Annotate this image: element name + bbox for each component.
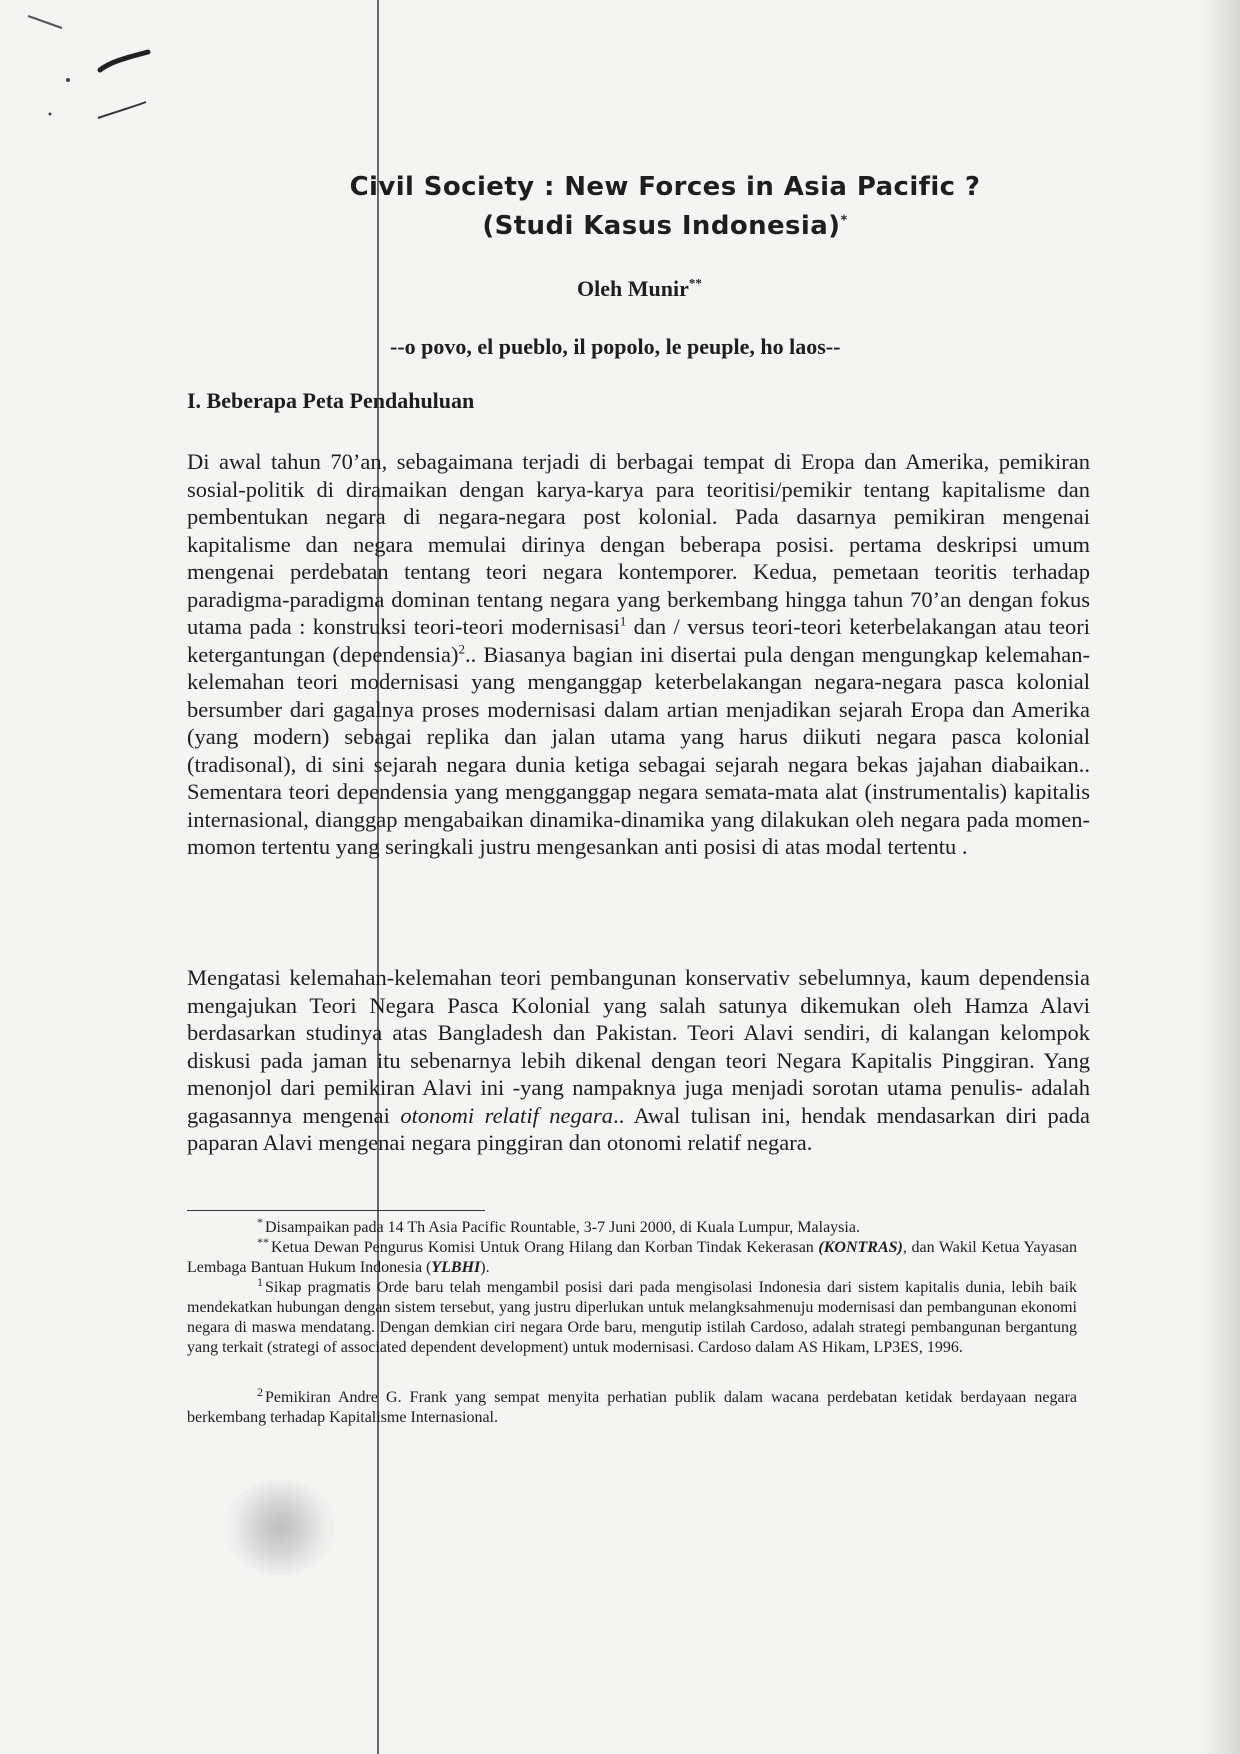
footnote-1 bbox=[187, 1274, 1077, 1358]
footnote-star-mark: * bbox=[257, 1214, 263, 1229]
paragraph-1-text-a: Di awal tahun 70’an, sebagaimana terjadi di berbagai tempat di Eropa dan Amerika, pemikiran sosial-politik di diramaikan dengan karya-karya para teoritisi/pemikir tentang kapitalisme dan pembentukan negara di negara-negara post kolonial. Pada dasarnya pemikiran mengenai kapitalisme dan negara memulai dirinya dengan beberapa posisi. pertama deskripsi umum mengenai perdebatan tentang teori negara kontemporer. Kedua, pemetaan teoritis terhadap paradigma-paradigma dominan tentang negara yang berkembang hingga tahun 70’an dengan fokus utama pada : konstruksi teori-teori modernisasi bbox=[187, 449, 1090, 639]
title-footnote-marker: * bbox=[840, 213, 848, 229]
footnote-2-mark: 2 bbox=[257, 1384, 263, 1399]
section-heading: I. Beberapa Peta Pendahuluan bbox=[187, 388, 475, 413]
footnote-double-star-mark: ** bbox=[257, 1234, 269, 1249]
document-subtitle bbox=[250, 211, 1080, 241]
footnote-kontras: (KONTRAS) bbox=[818, 1239, 903, 1256]
author-byline bbox=[577, 276, 702, 302]
footnote-ylbhi: YLBHI bbox=[431, 1259, 481, 1276]
paragraph-1 bbox=[187, 448, 1090, 861]
author-name: Oleh Munir bbox=[577, 276, 689, 301]
ink-smudge bbox=[225, 1480, 335, 1575]
title-line-2: (Studi Kasus Indonesia) bbox=[482, 211, 841, 241]
footnote-star bbox=[187, 1214, 1077, 1238]
footnote-separator bbox=[187, 1210, 485, 1211]
paragraph-1-text-b: dan / versus teori-teori keterbelakangan atau teori ketergantungan (dependensia) bbox=[187, 614, 1090, 667]
footnote-2 bbox=[187, 1384, 1077, 1428]
paragraph-2 bbox=[187, 964, 1090, 1157]
epigraph: --o povo, el pueblo, il popolo, le peuple, ho laos-- bbox=[390, 334, 841, 359]
title-line-1: Civil Society : New Forces in Asia Pacific ? bbox=[349, 172, 981, 202]
page-edge-shadow bbox=[1200, 0, 1240, 1754]
paragraph-1-text-c: .. Biasanya bagian ini disertai pula dengan mengungkap kelemahan-kelemahan teori modernisasi yang menganggap keterbelakangan negara-negara pasca kolonial bersumber dari gagalnya proses modernisasi dalam artian menjadikan sejarah Eropa dan Amerika (yang modern) sebagai replika dan jalan utama yang harus diikuti negara pasca kolonial (tradisonal), di sini sejarah negara dunia ketiga sebagai sejarah negara bekas jajahan diabaikan.. Sementara teori dependensia yang mengganggap negara semata-mata alat (instrumentalis) kapitalis internasional, dianggap mengabaikan dinamika-dinamika yang dilakukan oleh negara pada momen-momon tertentu yang seringkali justru mengesankan anti posisi di atas modal tertentu . bbox=[187, 641, 1090, 859]
footnote-ref-1: 1 bbox=[619, 613, 627, 629]
paragraph-2-text-b: .. Awal tulisan ini, hendak mendasarkan diri pada paparan Alavi mengenai negara pinggiran dan otonomi relatif negara. bbox=[187, 1102, 1090, 1155]
paragraph-2-text-a: Mengatasi kelemahan-kelemahan teori pembangunan konservativ sebelumnya, kaum dependensia mengajukan Teori Negara Pasca Kolonial yang salah satunya dikemukan oleh Hamza Alavi berdasarkan studinya atas Bangladesh dan Pakistan. Teori Alavi sendiri, di kalangan kelompok diskusi pada jaman itu sebenarnya lebih dikenal dengan teori Negara Kapitalis Pinggiran. Yang menonjol dari pemikiran Alavi ini -yang nampaknya juga menjadi sorotan utama penulis- adalah gagasannya mengenai bbox=[187, 965, 1090, 1128]
footnotes bbox=[187, 1214, 1078, 1428]
footnote-1-mark: 1 bbox=[257, 1274, 263, 1289]
document-title bbox=[250, 172, 1080, 202]
footnote-double-star bbox=[187, 1234, 1078, 1278]
corner-ink-marks bbox=[20, 10, 160, 120]
footnote-2-text: Pemikiran Andre G. Frank yang sempat menyita perhatian publik dalam wacana perdebatan ketidak berdayaan negara berkembang terhadap Kapitalisme Internasional. bbox=[187, 1389, 1077, 1426]
footnote-1-text: Sikap pragmatis Orde baru telah mengambil posisi dari pada mengisolasi Indonesia dari sistem kapitalis dunia, lebih baik mendekatkan hubungan dengan sistem tersebut, yang justru diperlukan untuk melangksahmenuju modernisasi dan pembangunan ekonomi negara di maswa mendatang. Dengan demkian ciri negara Orde baru, mengutip istilah Cardoso, adalah strategi pembangunan bergantung yang terkait (strategi of associated dependent development) untuk modernisasi. Cardoso dalam AS Hikam, LP3ES, 1996. bbox=[187, 1279, 1077, 1356]
paragraph-2-italic-term: otonomi relatif negara bbox=[400, 1102, 614, 1128]
footnote-double-star-text-c: ). bbox=[480, 1259, 490, 1276]
scanner-fold-line bbox=[377, 0, 379, 1754]
footnote-double-star-text-a: Ketua Dewan Pengurus Komisi Untuk Orang Hilang dan Korban Tindak Kekerasan bbox=[271, 1239, 819, 1256]
footnote-ref-2: 2 bbox=[458, 641, 466, 656]
footnote-double-star-text-b: , dan Wakil Ketua Yayasan Lembaga Bantuan Hukum Indonesia ( bbox=[187, 1239, 1078, 1276]
footnote-star-text: Disampaikan pada 14 Th Asia Pacific Rountable, 3-7 Juni 2000, di Kuala Lumpur, Malaysia. bbox=[265, 1219, 860, 1236]
author-footnote-marker: ** bbox=[688, 275, 702, 291]
